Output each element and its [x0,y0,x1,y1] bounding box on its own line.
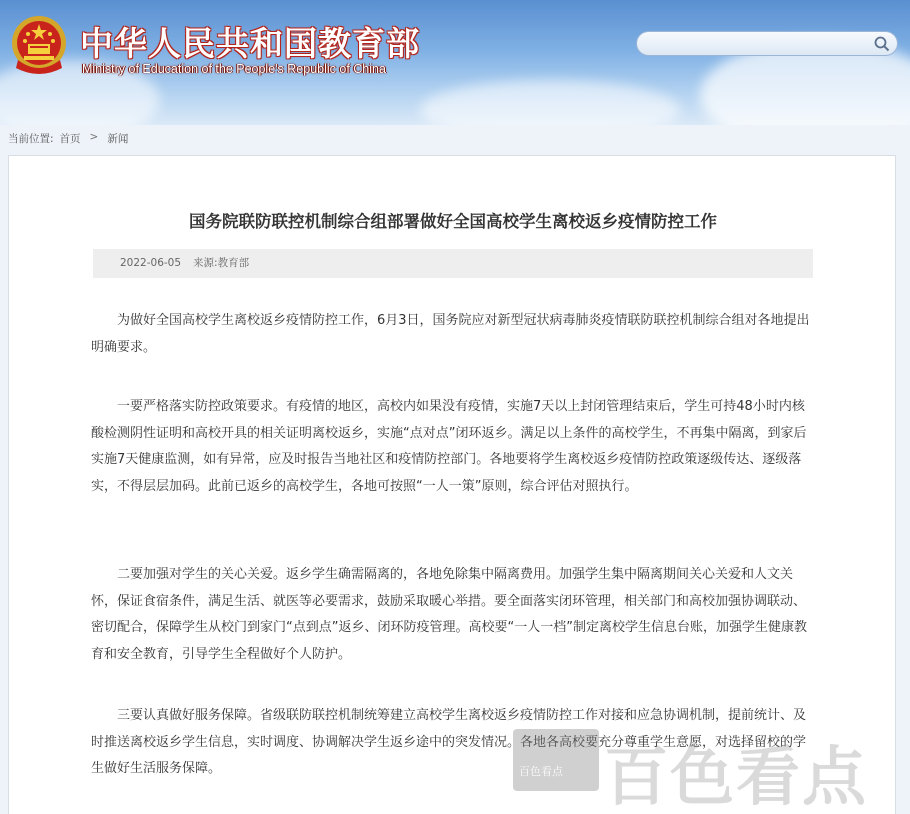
breadcrumb-prefix: 当前位置: [8,133,54,145]
article-paragraph-2: 一要严格落实防控政策要求。有疫情的地区，高校内如果没有疫情，实施7天以上封闭管理结束后，学生可持48小时内核酸检测阴性证明和高校开具的相关证明离校返乡，实施“点对点”闭环返乡。满足以上条件的高校学生，不再集中隔离，到家后实施7天健康监测，如有异常，应及时报告当地社区和疫情防控部门。各地要将学生离校返乡疫情防控政策逐级传达、逐级落实，不得层层加码。此前已返乡的高校学生，各地可按照“一人一策”原则，综合评估对照执行。 [91,399,807,494]
site-subtitle: Ministry of Education of the People's Republic of China [82,62,386,76]
article-panel [8,155,896,814]
article-date: 2022-06-05 [120,257,182,269]
search-icon[interactable] [873,35,891,53]
article-source: 来源:教育部 [193,257,250,269]
article-paragraph-1: 为做好全国高校学生离校返乡疫情防控工作，6月3日，国务院应对新型冠状病毒肺炎疫情联防联控机制综合组对各地提出明确要求。 [91,313,810,355]
search-box[interactable] [636,31,898,56]
article-paragraph-3: 二要加强对学生的关心关爱。返乡学生确需隔离的，各地免除集中隔离费用。加强学生集中隔离期间关心关爱和人文关怀，保证食宿条件，满足生活、就医等必要需求，鼓励采取暖心举措。要全面落实闭环管理，相关部门和高校加强协调联动、密切配合，保障学生从校门到家门“点到点”返乡、闭环防疫管理。高校要“一人一档”制定离校学生信息台账，加强学生健康教育和安全教育，引导学生全程做好个人防护。 [91,567,807,662]
site-title[interactable]: 中华人民共和国教育部 [80,24,420,63]
watermark-small-text: 百色看点 [519,765,563,778]
national-emblem-icon[interactable] [10,14,68,76]
article-paragraph-4: 三要认真做好服务保障。省级联防联控机制统筹建立高校学生离校返乡疫情防控工作对接和应急协调机制，提前统计、及时推送离校返乡学生信息，实时调度、协调解决学生返乡途中的突发情况。各地各高校要充分尊重学生意愿，对选择留校的学生做好生活服务保障。 [91,708,807,776]
search-input[interactable] [649,34,869,53]
watermark-big-text: 百色看点 [604,741,868,814]
article-meta [93,249,813,278]
breadcrumb [8,131,128,147]
breadcrumb-home-link[interactable]: 首页 [59,133,81,145]
site-header [0,0,910,125]
breadcrumb-separator: > [89,131,99,143]
watermark-logo [513,729,599,791]
article-title: 国务院联防联控机制综合组部署做好全国高校学生离校返乡疫情防控工作 [189,212,717,231]
breadcrumb-news-link[interactable]: 新闻 [107,133,129,145]
